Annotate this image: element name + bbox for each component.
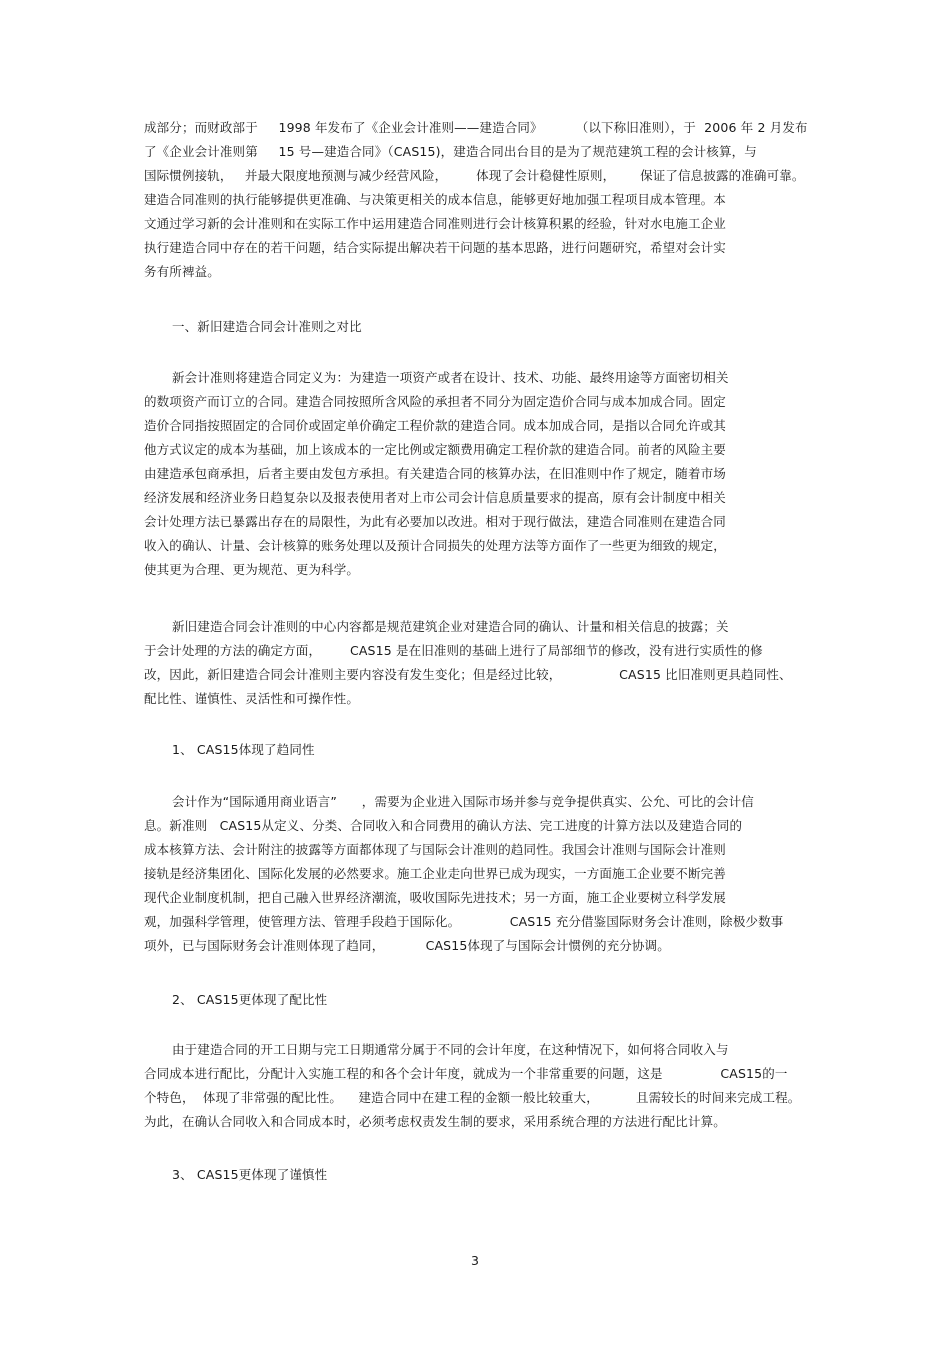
paragraph-line: 个特色， 体现了非常强的配比性。 建造合同中在建工程的金额一般比较重大， 且需较长的时间来完成工程。 <box>144 1090 801 1105</box>
paragraph-line: 使其更为合理、更为规范、更为科学。 <box>144 562 360 577</box>
intro-line: 执行建造合同中存在的若干问题，结合实际提出解决若干问题的基本思路，进行问题研究，希望对会计实 <box>144 240 726 255</box>
paragraph-line: 会计作为“国际通用商业语言” ，需要为企业进入国际市场并参与竞争提供真实、公允、可比的会计信 <box>172 794 754 809</box>
paragraph-line: 改，因此，新旧建造合同会计准则主要内容没有发生变化；但是经过比较， CAS15 比旧准则更具趋同性、 <box>144 667 792 682</box>
paragraph-line: 配比性、谨慎性、灵活性和可操作性。 <box>144 691 360 706</box>
paragraph-line: 造价合同指按照固定的合同价或固定单价确定工程价款的建造合同。成本加成合同，是指以合同允许或其 <box>144 418 726 433</box>
paragraph-line: 新会计准则将建造合同定义为：为建造一项资产或者在设计、技术、功能、最终用途等方面密切相关 <box>172 370 729 385</box>
intro-line: 了《企业会计准则第 15 号—建造合同》（CAS15)，建造合同出台目的是为了规范建筑工程的会计核算，与 <box>144 144 757 159</box>
section-heading: 一、新旧建造合同会计准则之对比 <box>172 319 362 334</box>
subsection-heading: 2、 CAS15更体现了配比性 <box>172 992 328 1007</box>
page-number: 3 <box>471 1253 479 1268</box>
subsection-heading: 3、 CAS15更体现了谨慎性 <box>172 1167 328 1182</box>
paragraph-line: 接轨是经济集团化、国际化发展的必然要求。施工企业走向世界已成为现实，一方面施工企业要不断完善 <box>144 866 726 881</box>
paragraph-line: 为此，在确认合同收入和合同成本时，必须考虑权责发生制的要求，采用系统合理的方法进行配比计算。 <box>144 1114 726 1129</box>
paragraph-line: 会计处理方法已暴露出存在的局限性，为此有必要加以改进。相对于现行做法，建造合同准则在建造合同 <box>144 514 726 529</box>
paragraph-line: 现代企业制度机制，把自己融入世界经济潮流，吸收国际先进技术；另一方面，施工企业要树立科学发展 <box>144 890 726 905</box>
paragraph-line: 收入的确认、计量、会计核算的账务处理以及预计合同损失的处理方法等方面作了一些更为细致的规定， <box>144 538 726 553</box>
paragraph-line: 成本核算方法、会计附注的披露等方面都体现了与国际会计准则的趋同性。我国会计准则与国际会计准则 <box>144 842 726 857</box>
paragraph-line: 的数项资产而订立的合同。建造合同按照所含风险的承担者不同分为固定造价合同与成本加成合同。固定 <box>144 394 726 409</box>
paragraph-line: 他方式议定的成本为基础，加上该成本的一定比例或定额费用确定工程价款的建造合同。前者的风险主要 <box>144 442 726 457</box>
paragraph-line: 新旧建造合同会计准则的中心内容都是规范建筑企业对建造合同的确认、计量和相关信息的披露；关 <box>172 619 729 634</box>
paragraph-line: 于会计处理的方法的确定方面， CAS15 是在旧准则的基础上进行了局部细节的修改，没有进行实质性的修 <box>144 643 763 658</box>
paragraph-line: 息。新准则 CAS15从定义、分类、合同收入和合同费用的确认方法、完工进度的计算方法以及建造合同的 <box>144 818 743 833</box>
intro-line: 务有所裨益。 <box>144 264 220 279</box>
paragraph-line: 由于建造合同的开工日期与完工日期通常分属于不同的会计年度，在这种情况下，如何将合同收入与 <box>172 1042 729 1057</box>
subsection-heading: 1、 CAS15体现了趋同性 <box>172 742 315 757</box>
intro-line: 建造合同准则的执行能够提供更准确、与决策更相关的成本信息，能够更好地加强工程项目成本管理。本 <box>144 192 726 207</box>
paragraph-line: 经济发展和经济业务日趋复杂以及报表使用者对上市公司会计信息质量要求的提高，原有会计制度中相关 <box>144 490 726 505</box>
paragraph-line: 由建造承包商承担，后者主要由发包方承担。有关建造合同的核算办法，在旧准则中作了规定，随着市场 <box>144 466 726 481</box>
intro-line: 文通过学习新的会计准则和在实际工作中运用建造合同准则进行会计核算积累的经验，针对水电施工企业 <box>144 216 726 231</box>
paragraph-line: 观，加强科学管理，使管理方法、管理手段趋于国际化。 CAS15 充分借鉴国际财务会计准则，除极少数事 <box>144 914 784 929</box>
paragraph-line: 项外，已与国际财务会计准则体现了趋同， CAS15体现了与国际会计惯例的充分协调。 <box>144 938 670 953</box>
intro-line: 成部分；而财政部于 1998 年发布了《企业会计准则——建造合同》 （以下称旧准则），于 2006 年 2 月发布 <box>144 120 808 135</box>
intro-line: 国际惯例接轨， 并最大限度地预测与减少经营风险， 体现了会计稳健性原则， 保证了信息披露的准确可靠。 <box>144 168 805 183</box>
paragraph-line: 合同成本进行配比，分配计入实施工程的和各个会计年度，就成为一个非常重要的问题，这是 CAS15的一 <box>144 1066 788 1081</box>
